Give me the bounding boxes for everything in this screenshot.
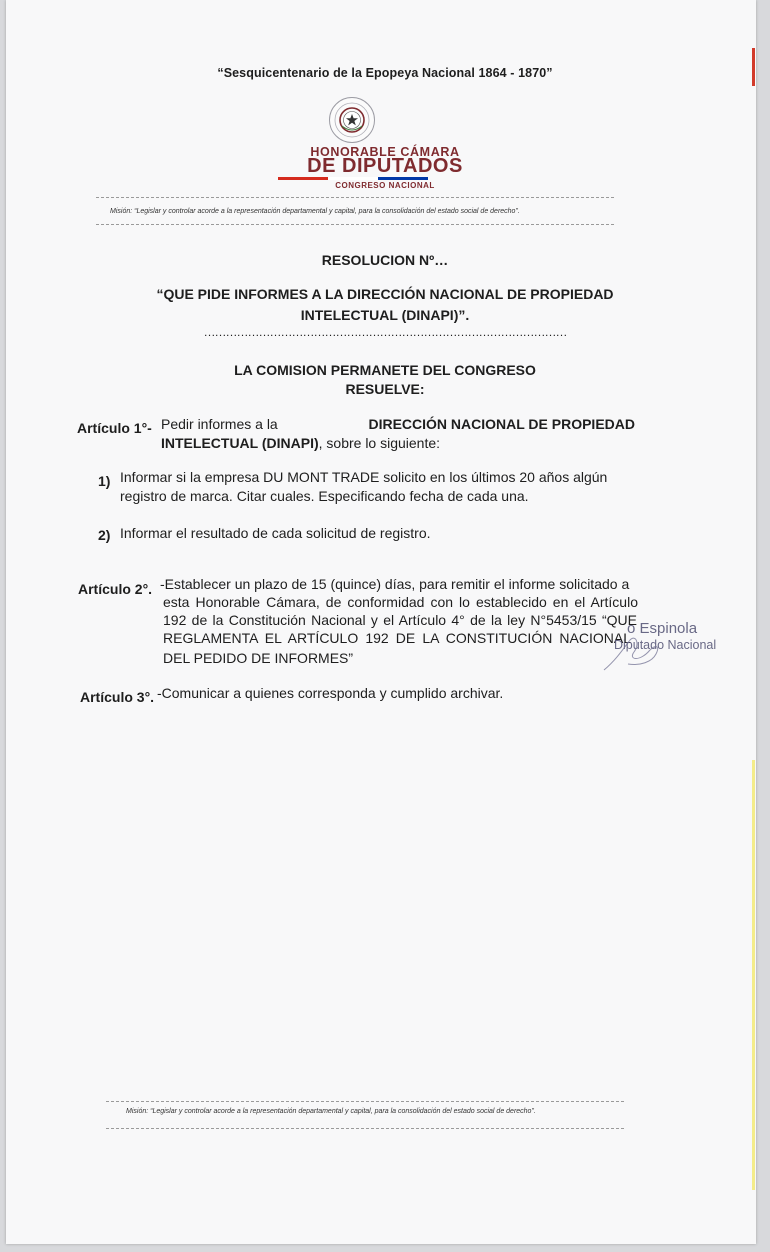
article-1-text-2: , sobre lo siguiente:: [318, 435, 441, 451]
item-1-line-2: registro de marca. Citar cuales. Especificando fecha de cada una.: [120, 488, 529, 504]
item-2-line-1: Informar el resultado de cada solicitud de registro.: [120, 525, 431, 541]
headline: “Sesquicentenario de la Epopeya Nacional 1864 - 1870”: [217, 66, 553, 80]
signature-name: o Espinola: [627, 620, 698, 637]
article-2-line-2: esta Honorable Cámara, de conformidad con lo establecido en el Artículo: [163, 594, 638, 610]
article-2-line-4: REGLAMENTA EL ARTÍCULO 192 DE LA CONSTITUCIÓN NACIONAL: [163, 630, 631, 646]
article-1-line-2: [161, 435, 635, 451]
institution-line-1: HONORABLE CÁMARA: [310, 145, 460, 159]
footer-divider-top: [106, 1101, 624, 1102]
article-1-text-1: Pedir informes a la: [161, 416, 278, 432]
item-2-number: 2): [98, 527, 111, 543]
article-3-text: -Comunicar a quienes corresponda y cumplido archivar.: [157, 685, 504, 701]
page-edge-highlight: [752, 760, 755, 1190]
institution-line-3: CONGRESO NACIONAL: [335, 181, 435, 190]
article-1-label: Artículo 1°-: [77, 420, 152, 436]
resolution-subject-line-2: INTELECTUAL (DINAPI)”.: [300, 307, 470, 323]
institution-line-2: DE DIPUTADOS: [307, 155, 463, 177]
item-1-line-1: Informar si la empresa DU MONT TRADE solicito en los últimos 20 años algún: [120, 469, 608, 485]
header-divider-bottom: [96, 224, 614, 225]
commission-line-2: RESUELVE:: [345, 381, 425, 397]
article-2-line-1: -Establecer un plazo de 15 (quince) días, para remitir el informe solicitado a: [160, 576, 630, 592]
commission-line-1: LA COMISION PERMANETE DEL CONGRESO: [234, 362, 536, 378]
article-2-line-5: DEL PEDIDO DE INFORMES”: [163, 650, 354, 666]
title-separator: ………………………………………………………………………………………: [203, 325, 567, 339]
article-1-line-1: [161, 416, 635, 432]
header-mission: Misión: “Legislar y controlar acorde a la representación departamental y capital, para la consolidación del estado social de derecho”.: [110, 208, 520, 215]
article-3-label: Artículo 3°.: [80, 689, 155, 705]
flag-stripe: [278, 177, 428, 180]
article-1-bold-2: INTELECTUAL (DINAPI): [161, 435, 319, 451]
resolution-subject-line-1: “QUE PIDE INFORMES A LA DIRECCIÓN NACIONAL DE PROPIEDAD: [156, 286, 614, 302]
signature-scribble: [600, 630, 670, 674]
footer-divider-bottom: [106, 1128, 624, 1129]
article-2-line-3: 192 de la Constitución Nacional y el Artículo 4° de la ley N°5453/15 “QUE: [163, 612, 637, 628]
national-seal-icon: [328, 96, 376, 144]
article-2-label: Artículo 2°.: [78, 581, 153, 597]
signature-title: Diputado Nacional: [614, 638, 717, 652]
header-divider-top: [96, 197, 614, 198]
article-1-bold-1: DIRECCIÓN NACIONAL DE PROPIEDAD: [368, 416, 635, 432]
footer-mission: Misión: “Legislar y controlar acorde a la representación departamental y capital, para la consolidación del estado social de derecho”.: [126, 1108, 536, 1115]
resolution-number: RESOLUCION Nº…: [321, 252, 449, 268]
item-1-number: 1): [98, 473, 111, 489]
